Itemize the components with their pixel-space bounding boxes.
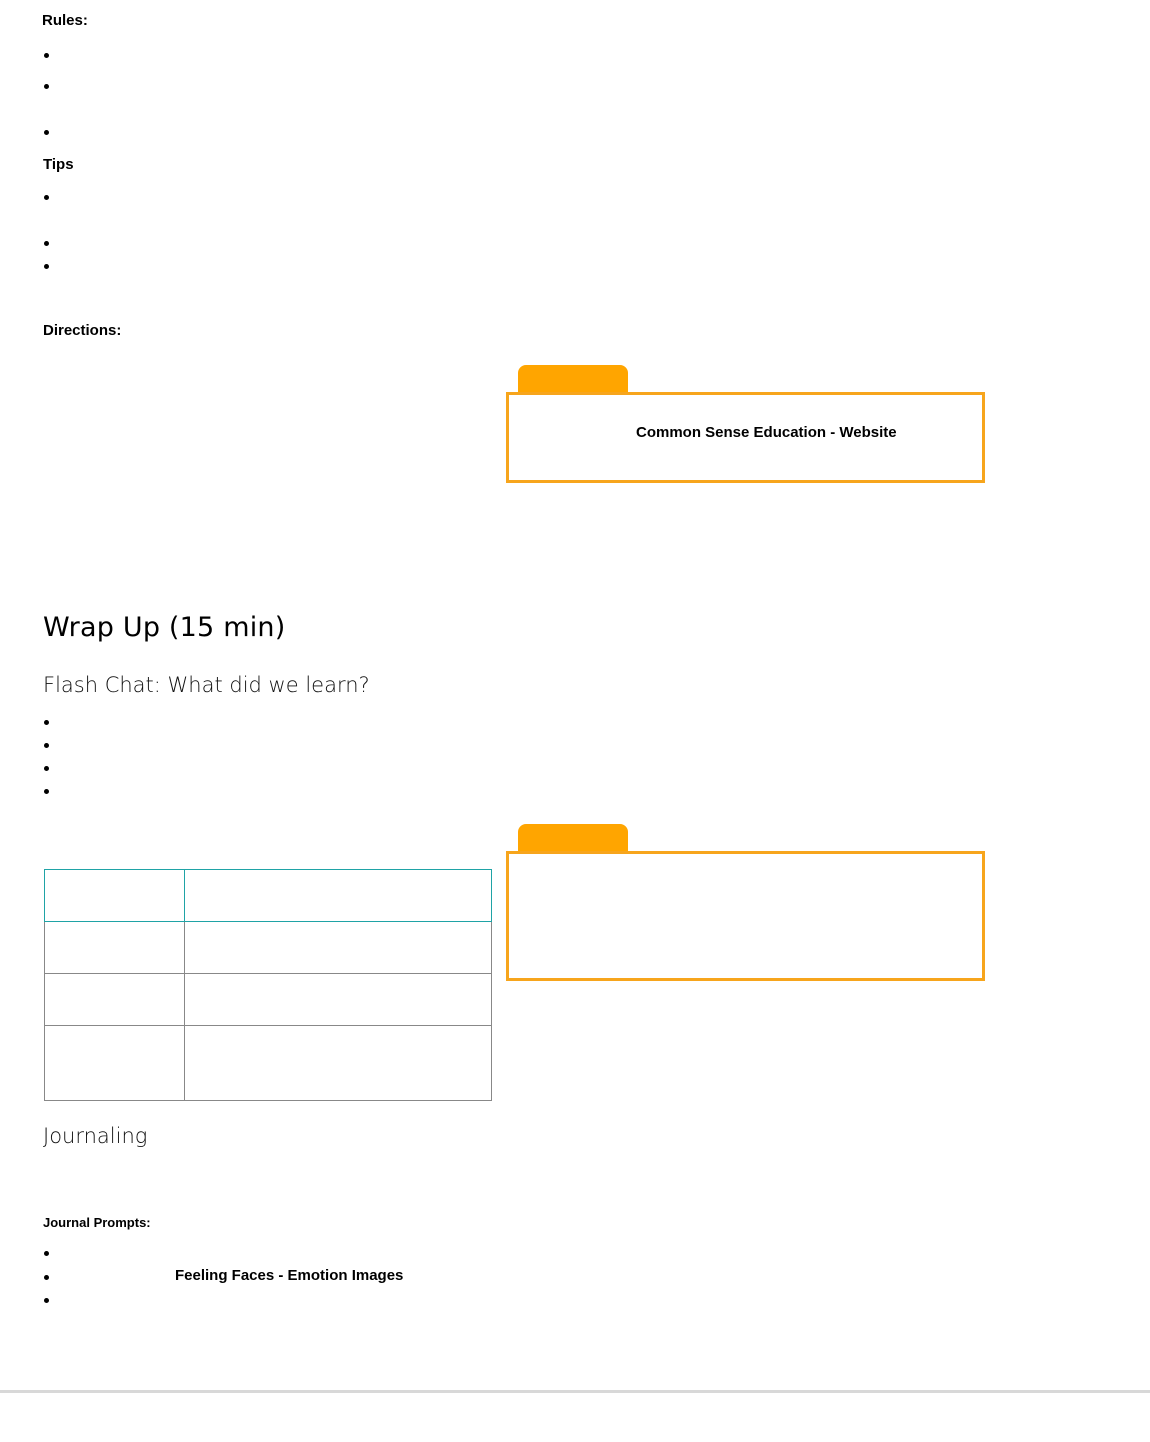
flash-chat-bullet (44, 720, 49, 725)
journaling-heading: Journaling (43, 1124, 148, 1148)
directions-label: Directions: (43, 322, 122, 339)
rules-bullet (44, 84, 49, 89)
callout-tab (518, 824, 628, 854)
page-divider (0, 1390, 1150, 1393)
rules-bullet (44, 53, 49, 58)
common-sense-education-link[interactable]: Common Sense Education - Website (636, 424, 897, 441)
table-header-row (45, 870, 492, 922)
rules-bullet (44, 130, 49, 135)
table-row (45, 922, 492, 974)
table-cell (185, 974, 492, 1026)
journal-prompts-label: Journal Prompts: (43, 1215, 151, 1230)
table-cell (45, 922, 185, 974)
callout-tab (518, 365, 628, 395)
flash-chat-bullet (44, 789, 49, 794)
table-cell (185, 870, 492, 922)
feeling-faces-link[interactable]: Feeling Faces - Emotion Images (175, 1267, 404, 1284)
empty-callout (506, 851, 985, 981)
journal-prompt-bullet (44, 1275, 49, 1280)
tips-bullet (44, 264, 49, 269)
resource-callout (506, 392, 985, 483)
table-row (45, 1026, 492, 1101)
table-cell (185, 922, 492, 974)
table-cell (45, 870, 185, 922)
flash-chat-heading: Flash Chat: What did we learn? (43, 673, 370, 697)
tips-bullet (44, 241, 49, 246)
tips-bullet (44, 195, 49, 200)
table-cell (185, 1026, 492, 1101)
flash-chat-bullet (44, 743, 49, 748)
table-cell (45, 1026, 185, 1101)
table-cell (45, 974, 185, 1026)
summary-table (44, 869, 492, 1101)
flash-chat-bullet (44, 766, 49, 771)
journal-prompt-bullet (44, 1298, 49, 1303)
wrap-up-heading: Wrap Up (15 min) (43, 612, 286, 643)
rules-label: Rules: (42, 12, 88, 29)
journal-prompt-bullet (44, 1251, 49, 1256)
tips-label: Tips (43, 156, 74, 173)
table-row (45, 974, 492, 1026)
